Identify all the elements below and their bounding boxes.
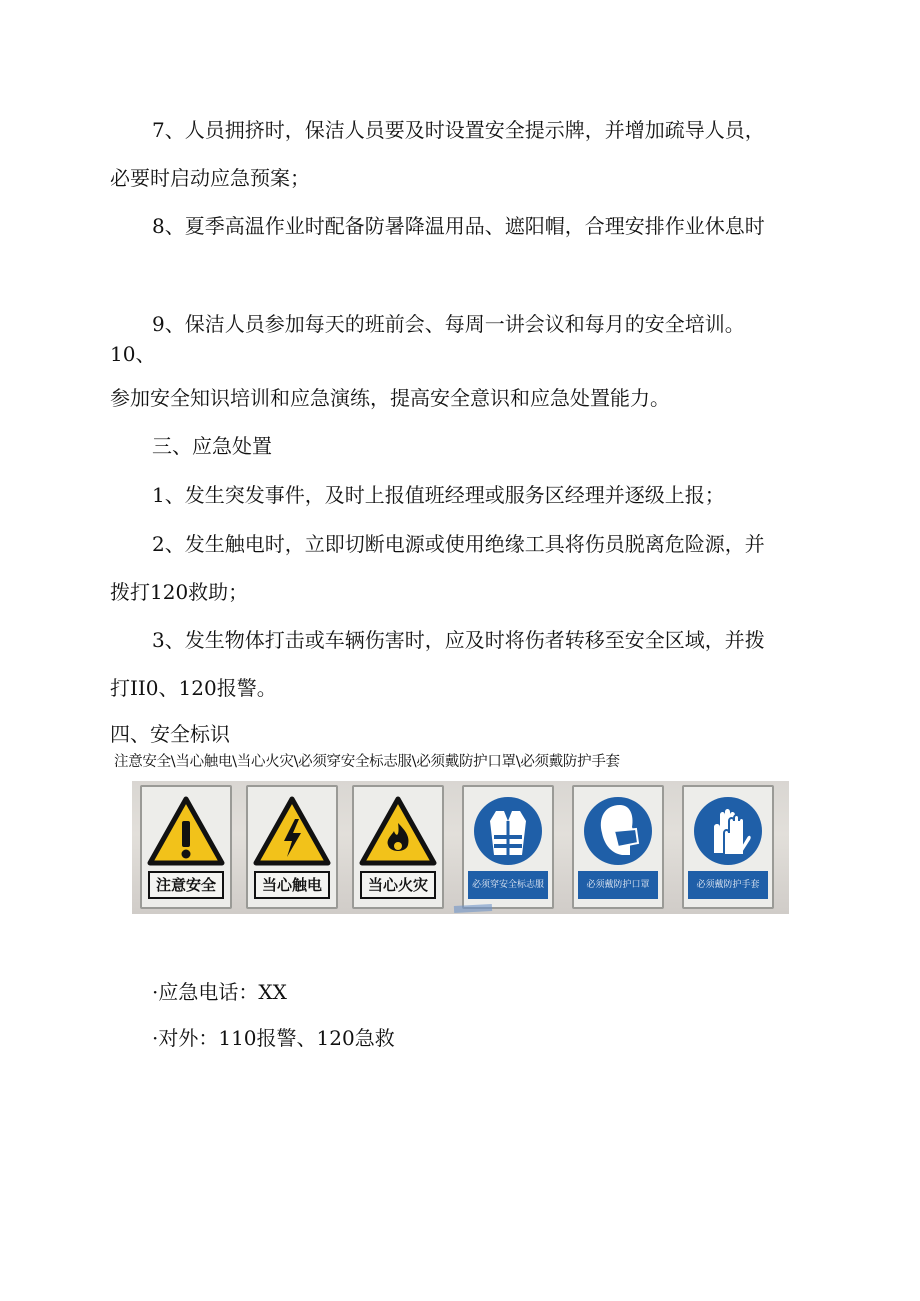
- sign-fire-hazard: [352, 785, 444, 909]
- lightning-icon: [248, 787, 336, 877]
- sign-wear-gloves: [682, 785, 774, 909]
- sign-label: 当心触电: [254, 871, 330, 899]
- paragraph-8-line-1: 8、夏季高温作业时配备防暑降温用品、遮阳帽，合理安排作业休息时: [152, 214, 765, 238]
- section-4-heading: 四、安全标识: [110, 722, 230, 746]
- sign-label: 必须戴防护口罩: [578, 871, 658, 899]
- paragraph-7-line-1: 7、人员拥挤时，保洁人员要及时设置安全提示牌，并增加疏导人员，: [152, 118, 765, 142]
- sign-label: 当心火灾: [360, 871, 436, 899]
- photo-blue-mark: [454, 904, 492, 913]
- signs-caption: 注意安全\当心触电\当心火灾\必须穿安全标志服\必须戴防护口罩\必须戴防护手套: [114, 754, 620, 770]
- paragraph-10-line-1: 参加安全知识培训和应急演练，提高安全意识和应急处置能力。: [110, 386, 670, 410]
- exclamation-icon: [142, 787, 230, 877]
- paragraph-7-line-2: 必要时启动应急预案；: [110, 166, 310, 190]
- gloves-icon: [684, 787, 772, 877]
- safety-vest-icon: [464, 787, 552, 877]
- external-contacts: ·对外：110报警、120急救: [152, 1026, 395, 1050]
- fire-icon: [354, 787, 442, 877]
- paragraph-9-line-1: 9、保洁人员参加每天的班前会、每周一讲会议和每月的安全培训。: [152, 312, 745, 336]
- sign-label: 必须穿安全标志服: [468, 871, 548, 899]
- sign-electric-shock: [246, 785, 338, 909]
- section-3-item-3-line-2: 打II0、120报警。: [110, 676, 277, 700]
- section-3-item-1: 1、发生突发事件，及时上报值班经理或服务区经理并逐级上报；: [152, 483, 725, 507]
- section-3-item-2-line-1: 2、发生触电时，立即切断电源或使用绝缘工具将伤员脱离危险源，并: [152, 532, 765, 556]
- sign-wear-safety-vest: [462, 785, 554, 909]
- section-3-heading: 三、应急处置: [152, 434, 272, 458]
- sign-label: 必须戴防护手套: [688, 871, 768, 899]
- sign-caution-safety: [140, 785, 232, 909]
- section-3-item-2-line-2: 拨打120救助；: [110, 580, 249, 604]
- sign-label: 注意安全: [148, 871, 224, 899]
- emergency-phone: ·应急电话：XX: [152, 980, 287, 1004]
- sign-wear-face-mask: [572, 785, 664, 909]
- face-mask-icon: [574, 787, 662, 877]
- safety-signs-photo: [132, 781, 789, 914]
- section-3-item-3-line-1: 3、发生物体打击或车辆伤害时，应及时将伤者转移至安全区域，并拨: [152, 628, 765, 652]
- paragraph-10-number: 10、: [110, 342, 156, 366]
